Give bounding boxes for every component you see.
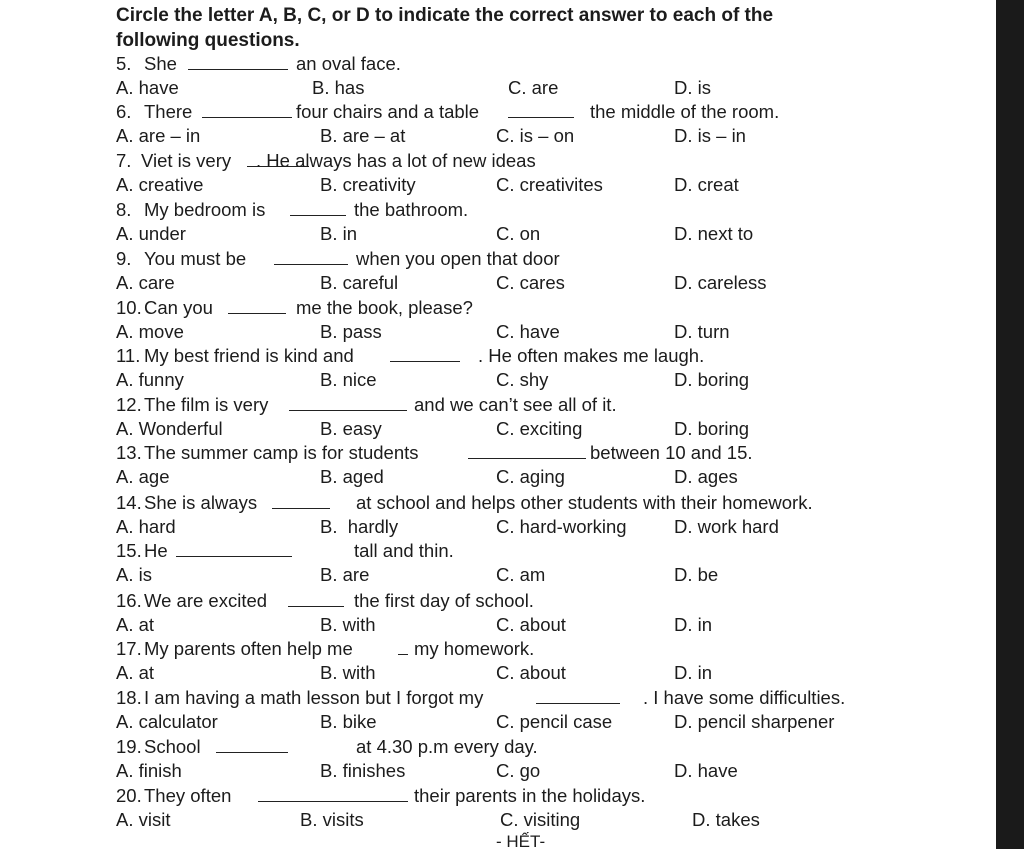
question-text-after: . I have some difficulties. — [643, 687, 846, 708]
question-text-before: She — [144, 53, 177, 74]
option-c[interactable]: C. is – on — [496, 125, 575, 146]
option-c[interactable]: C. am — [496, 564, 546, 585]
footer-end-mark: - HẾT- — [496, 832, 546, 851]
answer-blank — [216, 735, 288, 753]
option-d[interactable]: D. is – in — [674, 125, 746, 146]
option-a[interactable]: A. age — [116, 466, 170, 487]
question-text-after: between 10 and 15. — [590, 442, 753, 463]
question-text-before: The film is very — [144, 394, 269, 415]
option-d[interactable]: D. next to — [674, 223, 754, 244]
question-text-before: The summer camp is for students — [144, 442, 419, 463]
question-8 — [116, 198, 976, 222]
question-text-before: Can you — [144, 297, 213, 318]
question-text-after: the first day of school. — [354, 590, 534, 611]
question-text-before: He — [144, 540, 168, 561]
answer-blank — [272, 491, 330, 509]
question-number: 14. — [116, 492, 142, 513]
options-row-19 — [116, 759, 976, 783]
question-text-after: and we can’t see all of it. — [414, 394, 617, 415]
question-text-before: You must be — [144, 248, 247, 269]
option-d[interactable]: D. creat — [674, 174, 739, 195]
option-c[interactable]: C. about — [496, 662, 566, 683]
options-row-7 — [116, 173, 976, 197]
option-c[interactable]: C. aging — [496, 466, 565, 487]
question-text-after: the bathroom. — [354, 199, 469, 220]
question-9 — [116, 247, 976, 271]
options-row-15 — [116, 563, 976, 587]
answer-blank — [228, 296, 286, 314]
option-c[interactable]: C. exciting — [496, 418, 583, 439]
option-b[interactable]: B. nice — [320, 369, 377, 390]
question-text-before: I am having a math lesson but I forgot my — [144, 687, 484, 708]
option-b[interactable]: B. visits — [300, 809, 364, 830]
question-text-after: my homework. — [414, 638, 535, 659]
question-15 — [116, 539, 976, 563]
option-b[interactable]: B. with — [320, 662, 376, 683]
question-text-after: the middle of the room. — [590, 101, 780, 122]
question-number: 13. — [116, 442, 142, 463]
question-6 — [116, 100, 976, 124]
question-number: 6. — [116, 101, 132, 122]
instruction-line-1: Circle the letter A, B, C, or D to indicate the correct answer to each of the — [116, 5, 774, 26]
options-row-13 — [116, 465, 976, 489]
option-d[interactable]: D. pencil sharpener — [674, 711, 835, 732]
question-number: 12. — [116, 394, 142, 415]
question-11 — [116, 344, 976, 368]
options-row-5 — [116, 76, 976, 100]
option-d[interactable]: D. in — [674, 614, 713, 635]
option-b[interactable]: B. finishes — [320, 760, 406, 781]
options-row-10 — [116, 320, 976, 344]
question-text-middle: four chairs and a table — [296, 101, 480, 122]
worksheet — [116, 0, 986, 849]
option-d[interactable]: D. takes — [692, 809, 760, 830]
options-row-6 — [116, 124, 976, 148]
option-b[interactable]: B. bike — [320, 711, 377, 732]
question-number: 11. — [116, 345, 141, 366]
question-text-before: My bedroom is — [144, 199, 266, 220]
answer-blank — [258, 784, 408, 802]
answer-blank — [274, 247, 348, 265]
option-d[interactable]: D. boring — [674, 369, 750, 390]
option-d[interactable]: D. ages — [674, 466, 738, 487]
option-c[interactable]: C. about — [496, 614, 566, 635]
question-text-after: an oval face. — [296, 53, 401, 74]
question-text-after: their parents in the holidays. — [414, 785, 646, 806]
question-number: 18. — [116, 687, 142, 708]
question-number: 20. — [116, 785, 142, 806]
question-20 — [116, 784, 976, 808]
question-16 — [116, 589, 976, 613]
question-text-before: My best friend is kind and — [144, 345, 354, 366]
option-d[interactable]: D. work hard — [674, 516, 779, 537]
option-c[interactable]: C. go — [496, 760, 541, 781]
option-a[interactable]: A. at — [116, 662, 155, 683]
question-text-before: They often — [144, 785, 232, 806]
option-c[interactable]: C. visiting — [500, 809, 581, 830]
option-b[interactable]: B. with — [320, 614, 376, 635]
question-text-after: tall and thin. — [354, 540, 454, 561]
option-d[interactable]: D. in — [674, 662, 713, 683]
option-c[interactable]: C. shy — [496, 369, 549, 390]
answer-blank — [468, 441, 586, 459]
option-b[interactable]: B. in — [320, 223, 358, 244]
question-text-before: She is always — [144, 492, 258, 513]
option-c[interactable]: C. hard-working — [496, 516, 627, 537]
question-number: 7. — [116, 150, 132, 171]
option-d[interactable]: D. boring — [674, 418, 750, 439]
option-b[interactable]: B. are – at — [320, 125, 406, 146]
instruction-line-2: following questions. — [116, 30, 300, 51]
option-a[interactable]: A. calculator — [116, 711, 218, 732]
question-12 — [116, 393, 976, 417]
question-text-before: Viet is very — [141, 150, 232, 171]
option-a[interactable]: A. care — [116, 272, 175, 293]
option-a[interactable]: A. move — [116, 321, 184, 342]
option-d[interactable]: D. careless — [674, 272, 767, 293]
answer-blank — [202, 100, 292, 118]
option-a[interactable]: A. under — [116, 223, 186, 244]
answer-blank — [536, 686, 620, 704]
question-text-after: at 4.30 p.m every day. — [356, 736, 538, 757]
answer-blank — [288, 589, 344, 607]
option-c[interactable]: C. are — [508, 77, 559, 98]
question-text-after: at school and helps other students with their homework. — [356, 492, 813, 513]
instruction-heading — [116, 3, 773, 53]
question-number: 16. — [116, 590, 142, 611]
options-row-16 — [116, 613, 976, 637]
option-b[interactable]: B. aged — [320, 466, 384, 487]
option-c[interactable]: C. have — [496, 321, 560, 342]
question-10 — [116, 296, 976, 320]
option-a[interactable]: A. Wonderful — [116, 418, 223, 439]
option-a[interactable]: A. funny — [116, 369, 184, 390]
question-19 — [116, 735, 976, 759]
answer-blank — [176, 539, 292, 557]
question-text-after: . He often makes me laugh. — [478, 345, 705, 366]
question-number: 10. — [116, 297, 142, 318]
question-7 — [116, 149, 976, 173]
answer-blank — [290, 198, 346, 216]
options-row-17 — [116, 661, 976, 685]
option-a[interactable]: A. hard — [116, 516, 176, 537]
options-row-11 — [116, 368, 976, 392]
option-a[interactable]: A. finish — [116, 760, 182, 781]
option-b[interactable]: B. creativity — [320, 174, 416, 195]
option-d[interactable]: D. have — [674, 760, 738, 781]
answer-blank — [289, 393, 407, 411]
option-b[interactable]: B. are — [320, 564, 370, 585]
option-d[interactable]: D. turn — [674, 321, 730, 342]
option-a[interactable]: A. have — [116, 77, 179, 98]
option-a[interactable]: A. at — [116, 614, 155, 635]
answer-blank — [390, 344, 460, 362]
option-c[interactable]: C. pencil case — [496, 711, 613, 732]
options-row-20 — [116, 808, 976, 832]
question-text-before: School — [144, 736, 201, 757]
option-a[interactable]: A. creative — [116, 174, 204, 195]
question-17 — [116, 637, 976, 661]
option-a[interactable]: A. is — [116, 564, 152, 585]
option-b[interactable]: B. has — [312, 77, 365, 98]
option-c[interactable]: C. creativites — [496, 174, 603, 195]
question-text-after: when you open that door — [356, 248, 560, 269]
option-a[interactable]: A. are – in — [116, 125, 201, 146]
options-row-12 — [116, 417, 976, 441]
answer-blank — [398, 637, 408, 655]
option-c[interactable]: C. cares — [496, 272, 565, 293]
question-text-before: My parents often help me — [144, 638, 353, 659]
options-row-8 — [116, 222, 976, 246]
option-d[interactable]: D. be — [674, 564, 719, 585]
question-text-after: me the book, please? — [296, 297, 473, 318]
option-b[interactable]: B. careful — [320, 272, 399, 293]
option-b[interactable]: B. easy — [320, 418, 382, 439]
question-number: 17. — [116, 638, 142, 659]
question-number: 8. — [116, 199, 132, 220]
question-number: 5. — [116, 53, 132, 74]
option-c[interactable]: C. on — [496, 223, 541, 244]
question-text-after: . He always has a lot of new ideas — [256, 150, 536, 171]
options-row-14 — [116, 515, 976, 539]
answer-blank — [188, 52, 288, 70]
options-row-18 — [116, 710, 976, 734]
question-number: 9. — [116, 248, 132, 269]
right-dark-edge — [996, 0, 1024, 849]
option-b[interactable]: B. pass — [320, 321, 382, 342]
question-text-before: There — [144, 101, 193, 122]
options-row-9 — [116, 271, 976, 295]
question-14 — [116, 491, 976, 515]
option-b[interactable]: B. hardly — [320, 516, 399, 537]
question-18 — [116, 686, 976, 710]
question-number: 15. — [116, 540, 142, 561]
question-number: 19. — [116, 736, 142, 757]
option-a[interactable]: A. visit — [116, 809, 171, 830]
question-5 — [116, 52, 976, 76]
question-13 — [116, 441, 976, 465]
answer-blank-2 — [508, 100, 574, 118]
question-text-before: We are excited — [144, 590, 268, 611]
option-d[interactable]: D. is — [674, 77, 711, 98]
